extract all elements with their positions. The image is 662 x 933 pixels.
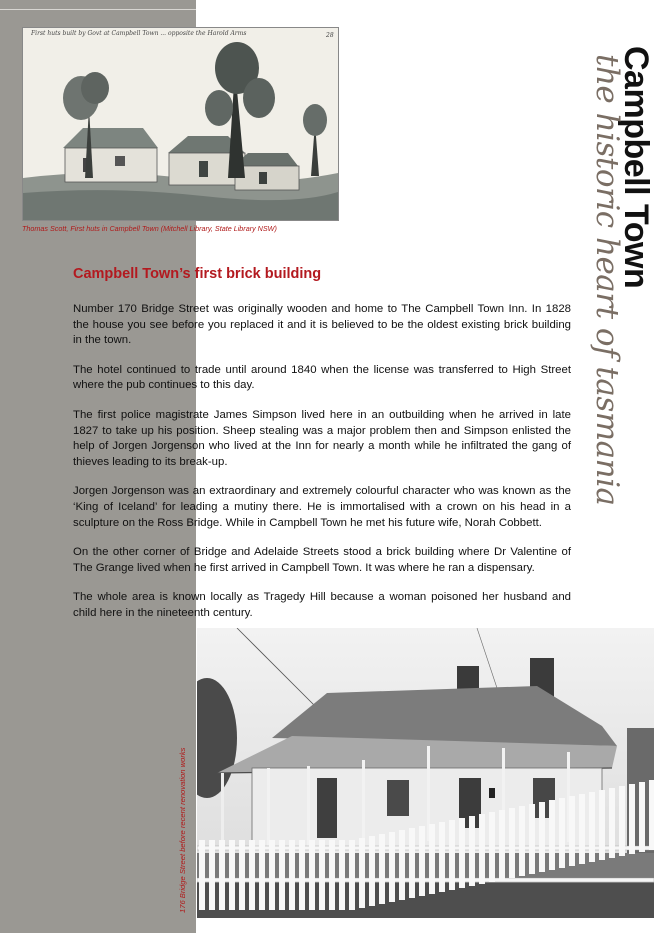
page-subtitle: the historic heart of tasmania [589, 54, 625, 506]
article-heading: Campbell Town’s first brick building [73, 266, 322, 282]
article-paragraph: The first police magistrate James Simpson lived here in an outbuilding when he arrived in late 1827 to take up his position. Sheep stealing was a major problem then and Simpson enlisted the help of Jorgen Jorgenson who lived at the Inn for nearly a month while he infiltrated the gang of thieves leading to its break-up. [73, 408, 571, 468]
article-paragraph: Number 170 Bridge Street was originally wooden and home to The Campbell Town Inn. In 1828 the house you see before you replaced it and it is believed to be the oldest existing brick building in the town. [73, 303, 571, 347]
photo-caption: 176 Bridge Street before recent renovation works [178, 747, 187, 913]
vertical-title-block [583, 40, 657, 510]
historic-sketch-image [22, 27, 339, 221]
top-rule [0, 9, 196, 10]
article-paragraph: Jorgen Jorgenson was an extraordinary and extremely colourful character who was known as the ‘King of Iceland’ for leading a mutiny there. He is immortalised with a crown on his head in a sculpture on the Ross Bridge. While in Campbell Town he met his future wife, Norah Cobbett. [73, 485, 571, 529]
page-title: Campbell Town [617, 46, 655, 289]
article-paragraph: The whole area is known locally as Tragedy Hill because a woman poisoned her husband and child here in the nineteenth century. [73, 591, 571, 619]
article-paragraph: The hotel continued to trade until around 1840 when the license was transferred to High Street where the pub continues to this day. [73, 363, 571, 392]
sketch-handwritten-note: First huts built by Govt at Campbell Town ... opposite the Harold Arms [31, 30, 247, 37]
house-photo [197, 628, 654, 918]
article-paragraph: On the other corner of Bridge and Adelaide Streets stood a brick building where Dr Valentine of The Grange lived when he first arrived in Campbell Town. It was where he ran a dispensary. [73, 546, 571, 574]
sketch-caption: Thomas Scott, First huts in Campbell Town (Mitchell Library, State Library NSW) [22, 224, 277, 233]
sketch-page-number: 28 [326, 32, 334, 39]
article-body [73, 302, 571, 636]
